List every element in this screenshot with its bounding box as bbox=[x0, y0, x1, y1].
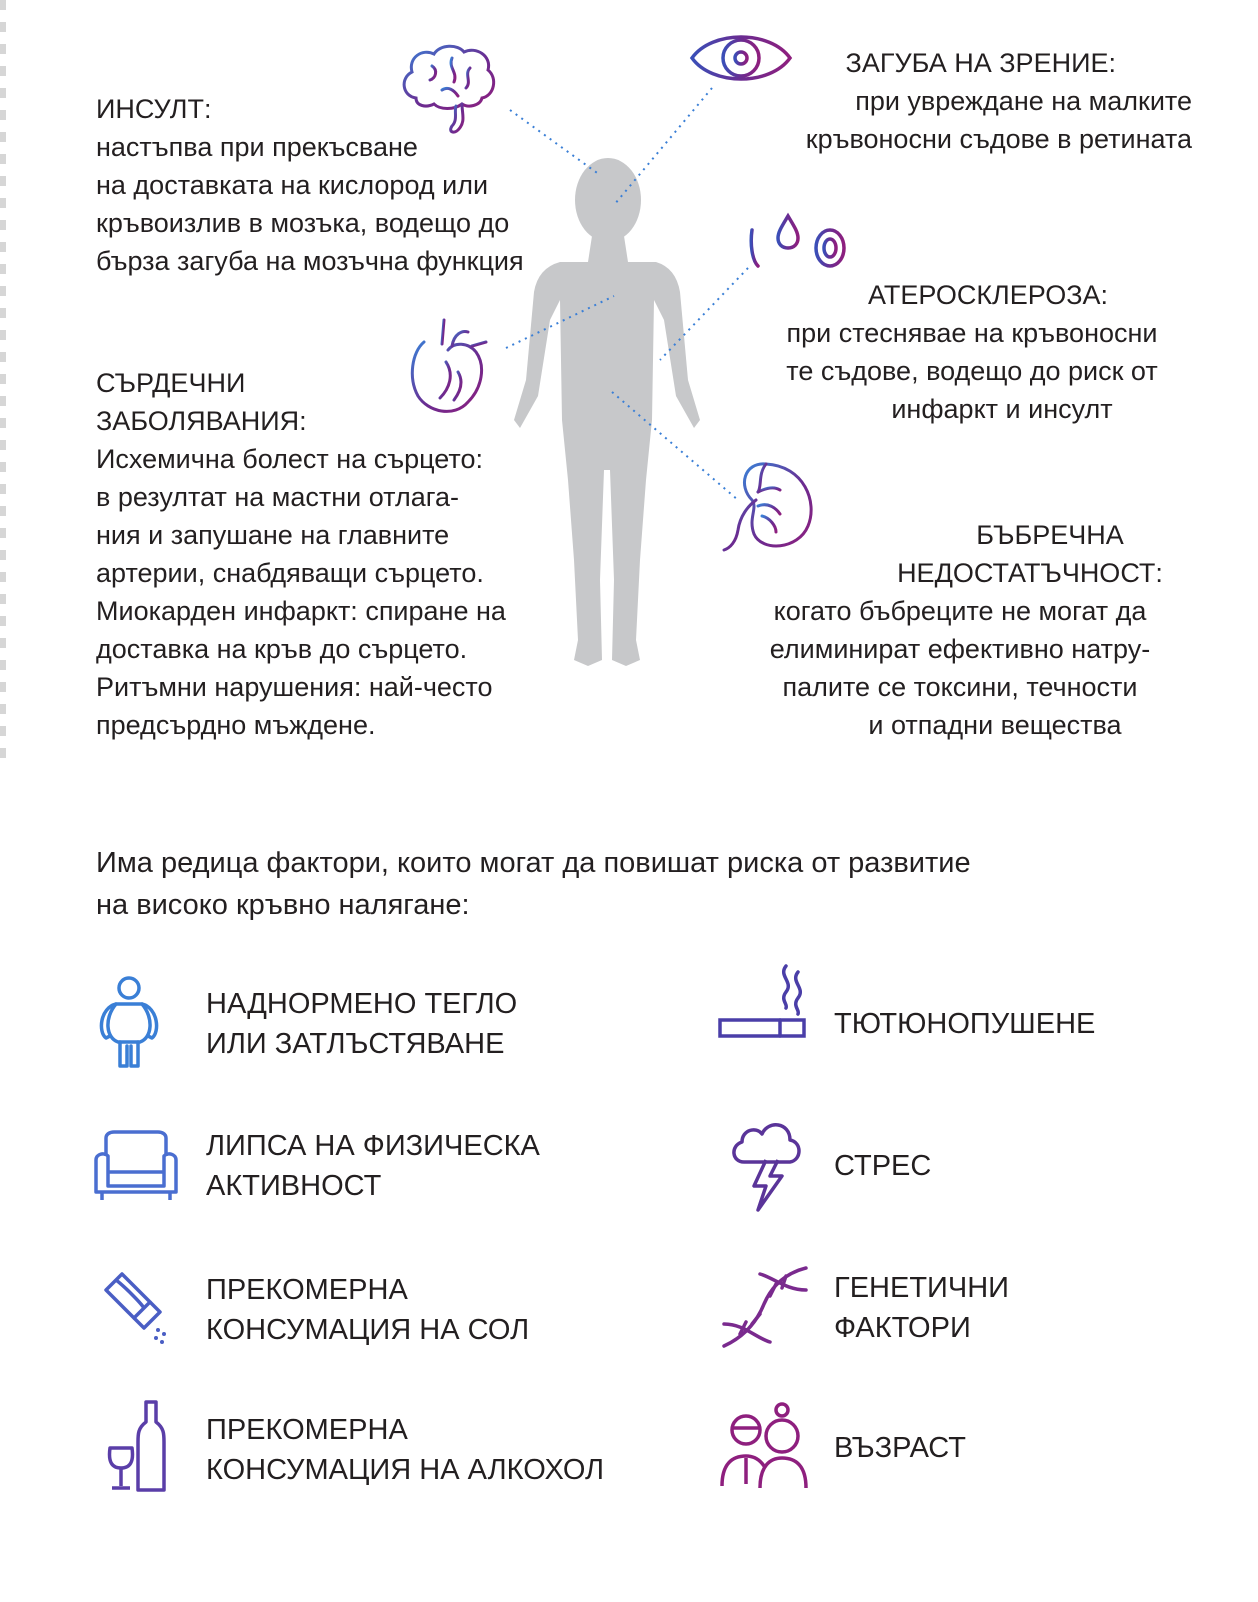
kidney-line: и отпадни вещества bbox=[868, 710, 1122, 740]
stroke-line: настъпва при прекъсване bbox=[96, 132, 418, 162]
overweight-person-icon bbox=[96, 974, 162, 1070]
eye-icon bbox=[688, 24, 794, 92]
kidney-title: БЪБРЕЧНА bbox=[976, 520, 1124, 550]
vision-loss-description bbox=[806, 44, 1192, 158]
atherosclerosis-title: АТЕРОСКЛЕРОЗА: bbox=[868, 280, 1109, 310]
factor-line: КОНСУМАЦИЯ НА АЛКОХОЛ bbox=[206, 1454, 605, 1486]
kidney-line: палите се токсини, течности bbox=[782, 672, 1138, 702]
factor-line: АКТИВНОСТ bbox=[206, 1170, 382, 1202]
factor-line: ТЮТЮНОПУШЕНЕ bbox=[834, 1008, 1096, 1040]
stroke-description bbox=[96, 90, 524, 280]
stroke-line: на доставката на кислород или bbox=[96, 170, 489, 200]
factor-line: КОНСУМАЦИЯ НА СОЛ bbox=[206, 1314, 530, 1346]
factor-line: ПРЕКОМЕРНА bbox=[206, 1274, 408, 1306]
intro-line: на високо кръвно налягане: bbox=[96, 889, 470, 921]
kidney-failure-description bbox=[740, 516, 1180, 744]
factor-line: ГЕНЕТИЧНИ bbox=[834, 1272, 1010, 1304]
blood-vessel-icon bbox=[744, 212, 850, 274]
intro-line: Има редица фактори, които могат да повишат риска от развитие bbox=[96, 847, 971, 879]
factor-line: ВЪЗРАСТ bbox=[834, 1432, 966, 1464]
atherosclerosis-line: те съдове, водещо до риск от bbox=[786, 356, 1158, 386]
stroke-line: бърза загуба на мозъчна функция bbox=[96, 246, 524, 276]
atherosclerosis-line: инфаркт и инсулт bbox=[891, 394, 1113, 424]
risk-factor-salt bbox=[206, 1270, 529, 1350]
kidney-line: елиминират ефективно натру- bbox=[769, 634, 1151, 664]
armchair-icon bbox=[92, 1130, 180, 1202]
factor-line: ФАКТОРИ bbox=[834, 1312, 971, 1344]
heart-line: Исхемична болест на сърцето: bbox=[96, 444, 483, 474]
wine-bottle-glass-icon bbox=[106, 1398, 168, 1494]
heart-line: артерии, снабдяващи сърцето. bbox=[96, 558, 484, 588]
risk-factor-genetic bbox=[834, 1268, 1009, 1348]
risk-factor-stress bbox=[834, 1146, 931, 1186]
heart-title: ЗАБОЛЯВАНИЯ: bbox=[96, 406, 307, 436]
heart-title: СЪРДЕЧНИ bbox=[96, 368, 246, 398]
dna-icon bbox=[720, 1264, 810, 1350]
risk-factor-smoking bbox=[834, 1004, 1095, 1044]
heart-line: предсърдно мъждене. bbox=[96, 710, 376, 740]
factor-line: ПРЕКОМЕРНА bbox=[206, 1414, 408, 1446]
cigarette-icon bbox=[718, 962, 808, 1042]
elderly-couple-icon bbox=[718, 1400, 810, 1492]
storm-cloud-icon bbox=[728, 1114, 804, 1212]
stroke-line: кръвоизлив в мозъка, водещо до bbox=[96, 208, 510, 238]
factor-line: НАДНОРМЕНО ТЕГЛО bbox=[206, 988, 518, 1020]
risk-factors-intro bbox=[96, 842, 971, 926]
heart-line: Ритъмни нарушения: най-често bbox=[96, 672, 493, 702]
heart-line: ния и запушане на главните bbox=[96, 520, 450, 550]
kidney-title: НЕДОСТАТЪЧНОСТ: bbox=[897, 558, 1163, 588]
kidney-line: когато бъбреците не могат да bbox=[773, 596, 1147, 626]
factor-line: СТРЕС bbox=[834, 1150, 932, 1182]
heart-line: Миокарден инфаркт: спиране на bbox=[96, 596, 506, 626]
factor-line: ИЛИ ЗАТЛЪСТЯВАНЕ bbox=[206, 1028, 505, 1060]
atherosclerosis-description bbox=[752, 276, 1192, 428]
stroke-title: ИНСУЛТ: bbox=[96, 94, 212, 124]
vision-line: кръвоносни съдове в ретината bbox=[805, 124, 1192, 154]
risk-factor-age bbox=[834, 1428, 966, 1468]
human-silhouette bbox=[514, 158, 700, 666]
salt-shaker-icon bbox=[100, 1272, 170, 1346]
factor-line: ЛИПСА НА ФИЗИЧЕСКА bbox=[206, 1130, 540, 1162]
risk-factor-alcohol bbox=[206, 1410, 604, 1490]
risk-factor-physical-inactivity bbox=[206, 1126, 540, 1206]
vision-title: ЗАГУБА НА ЗРЕНИЕ: bbox=[845, 48, 1116, 78]
risk-factor-overweight bbox=[206, 984, 517, 1064]
heart-line: доставка на кръв до сърцето. bbox=[96, 634, 468, 664]
heart-line: в резултат на мастни отлага- bbox=[96, 482, 459, 512]
heart-disease-description bbox=[96, 364, 506, 744]
vision-line: при увреждане на малките bbox=[855, 86, 1192, 116]
atherosclerosis-line: при стеснявае на кръвоносни bbox=[786, 318, 1158, 348]
